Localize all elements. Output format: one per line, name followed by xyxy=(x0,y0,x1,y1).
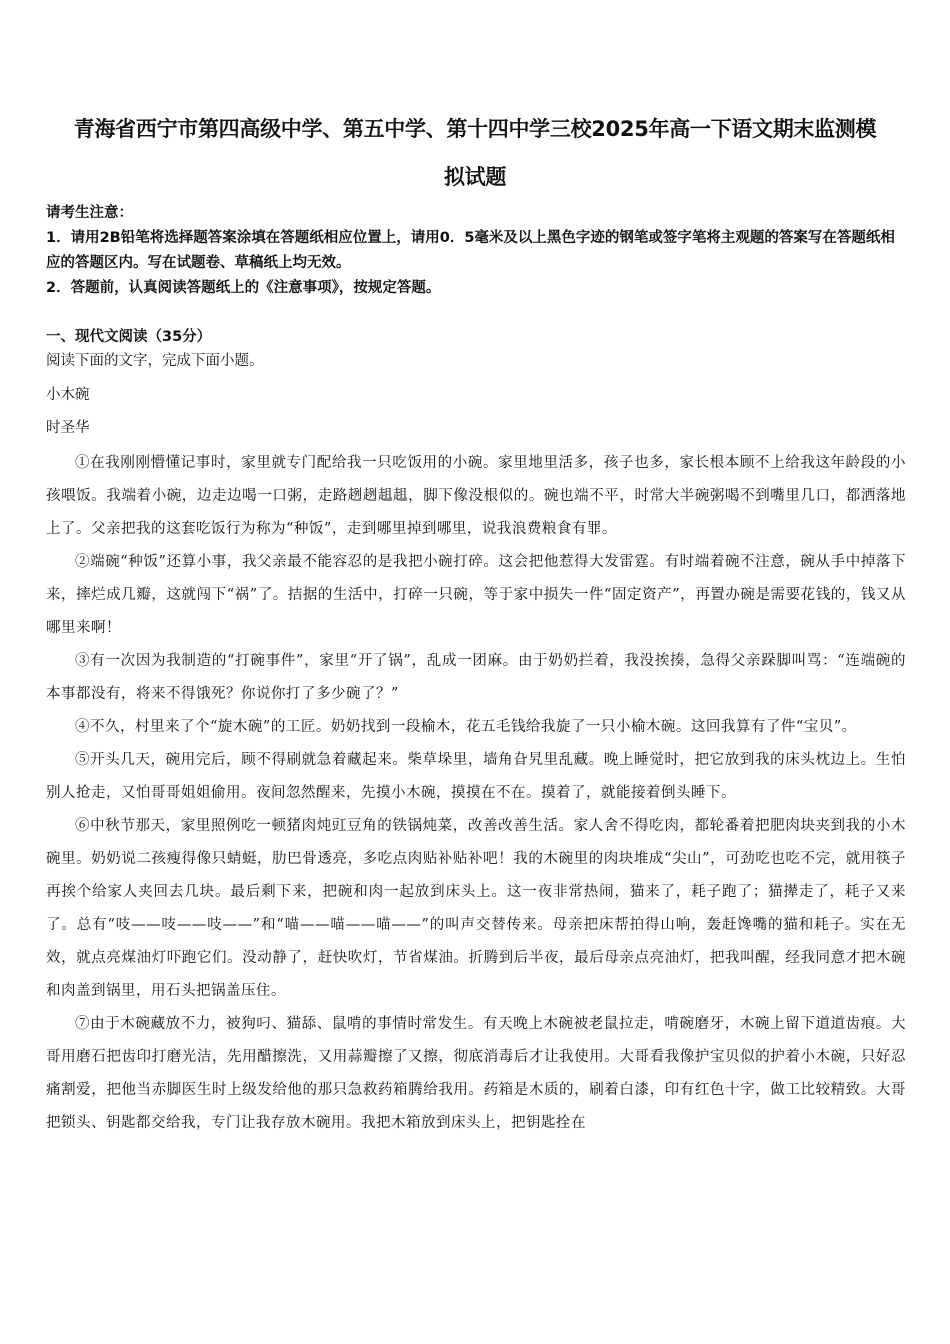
story-paragraph-6: ⑥中秋节那天，家里照例吃一顿猪肉炖豇豆角的铁锅炖菜，改善改善生活。家人舍不得吃肉，都轮番着把肥肉块夹到我的小木碗里。奶奶说二孩瘦得像只蜻蜓，肋巴骨透亮，多吃点肉贴补贴补吧！我的木碗里的肉块堆成“尖山”，可劲吃也吃不完，就用筷子再挨个给家人夹回去几块。最后剩下来，把碗和肉一起放到床头上。这一夜非常热闹，猫来了，耗子跑了；猫撵走了，耗子又来了。总有“吱——吱——吱——”和“喵——喵——喵——”的叫声交替传来。母亲把床帮拍得山响，轰赶馋嘴的猫和耗子。实在无效，就点亮煤油灯吓跑它们。没动静了，赶快吹灯，节省煤油。折腾到后半夜，最后母亲点亮油灯，把我叫醒，经我同意才把木碗和肉盖到锅里，用石头把锅盖压住。 xyxy=(46,818,906,999)
story-paragraph-1: ①在我刚刚懵懂记事时，家里就专门配给我一只吃饭用的小碗。家里地里活多，孩子也多，家长根本顾不上给我这年龄段的小孩喂饭。我端着小碗，边走边喝一口粥，走路趔趔趄趄，脚下像没根似的。碗也端不平，时常大半碗粥喝不到嘴里几口，都洒落地上了。父亲把我的这套吃饭行为称为“种饭”，走到哪里掉到哪里，说我浪费粮食有罪。 xyxy=(46,455,906,537)
story-body xyxy=(46,447,906,1140)
story-paragraph-3: ③有一次因为我制造的“打碗事件”，家里“开了锅”，乱成一团麻。由于奶奶拦着，我没挨揍，急得父亲跺脚叫骂：“连端碗的本事都没有，将来不得饿死？你说你打了多少碗了？” xyxy=(46,653,906,702)
section-heading: 一、现代文阅读（35分） xyxy=(46,329,212,345)
story-paragraph-7: ⑦由于木碗藏放不力，被狗叼、猫舔、鼠啃的事情时常发生。有天晚上木碗被老鼠拉走，啃碗磨牙，木碗上留下道道齿痕。大哥用磨石把齿印打磨光洁，先用醋擦洗，又用蒜瓣擦了又擦，彻底消毒后才让我使用。大哥看我像护宝贝似的护着小木碗，只好忍痛割爱，把他当赤脚医生时上级发给他的那只急救药箱腾给我用。药箱是木质的，刷着白漆，印有红色十字，做工比较精致。大哥把锁头、钥匙都交给我，专门让我存放木碗用。我把木箱放到床头上，把钥匙拴在 xyxy=(46,1016,906,1131)
story-title: 小木碗 xyxy=(46,387,90,403)
story-paragraph-2: ②端碗“种饭”还算小事，我父亲最不能容忍的是我把小碗打碎。这会把他惹得大发雷霆。有时端着碗不注意，碗从手中掉落下来，摔烂成几瓣，这就闯下“祸”了。拮据的生活中，打碎一只碗，等于家中损失一件“固定资产”，再置办碗是需要花钱的，钱又从哪里来啊！ xyxy=(46,554,906,636)
story-author: 时圣华 xyxy=(46,420,90,436)
notice-heading: 请考生注意： xyxy=(46,205,133,221)
exam-title-line-2: 拟试题 xyxy=(443,165,507,189)
story-paragraph-5: ⑤开头几天，碗用完后，顾不得刷就急着藏起来。柴草垛里，墙角旮旯里乱藏。晚上睡觉时，把它放到我的床头枕边上。生怕别人抢走，又怕哥哥姐姐偷用。夜间忽然醒来，先摸小木碗，摸摸在不在。摸着了，就能接着倒头睡下。 xyxy=(46,752,906,801)
reading-instruction: 阅读下面的文字，完成下面小题。 xyxy=(46,353,264,369)
notice-item-1: 1．请用2B铅笔将选择题答案涂填在答题纸相应位置上，请用0．5毫米及以上黑色字迹的钢笔或签字笔将主观题的答案写在答题纸相应的答题区内。写在试题卷、草稿纸上均无效。 xyxy=(46,230,895,271)
story-paragraph-4: ④不久，村里来了个“旋木碗”的工匠。奶奶找到一段榆木，花五毛钱给我旋了一只小榆木碗。这回我算有了件“宝贝”。 xyxy=(75,719,857,735)
exam-title-line-1: 青海省西宁市第四高级中学、第五中学、第十四中学三校2025年高一下语文期末监测模 xyxy=(73,117,877,141)
notice-item-2: 2．答题前，认真阅读答题纸上的《注意事项》，按规定答题。 xyxy=(46,280,441,296)
candidate-notice xyxy=(46,201,906,301)
